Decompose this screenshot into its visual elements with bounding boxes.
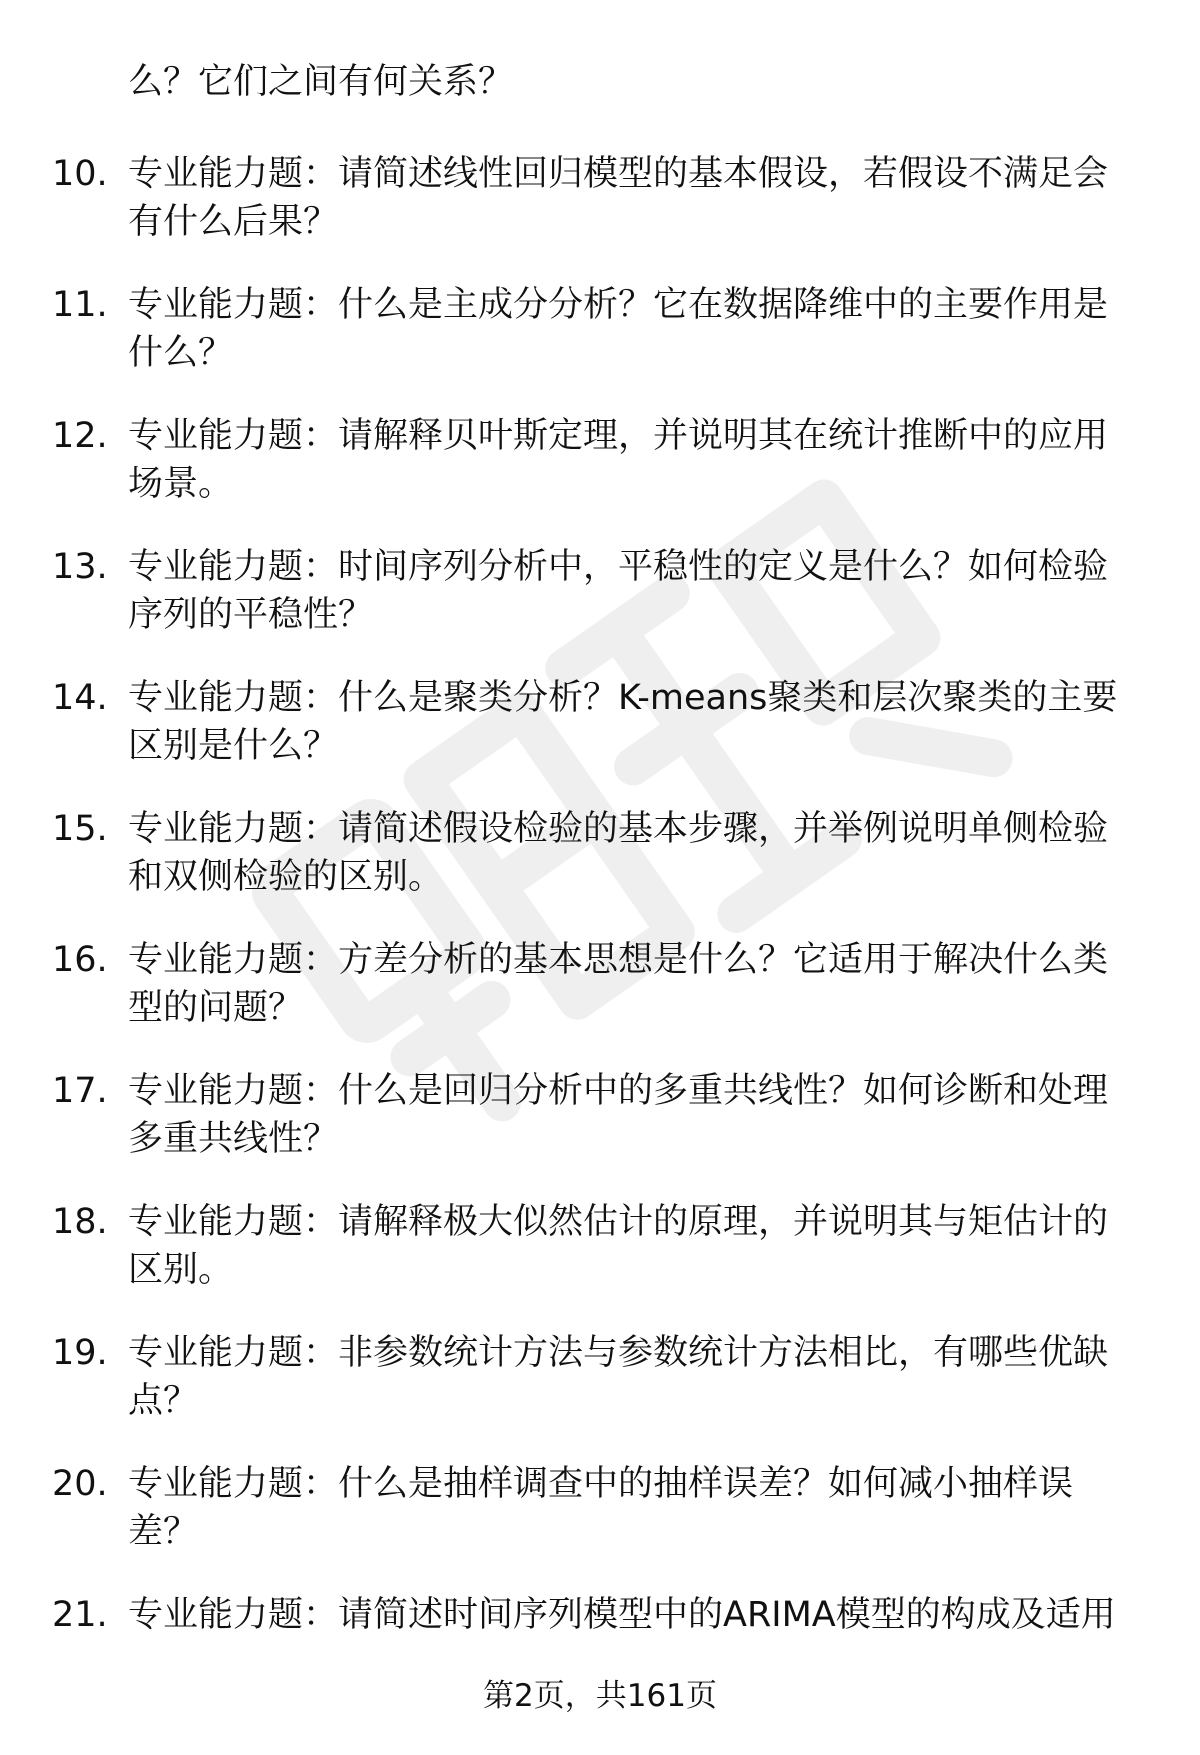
question-number: 15. bbox=[52, 809, 108, 849]
question-line: 多重共线性？ bbox=[128, 1119, 339, 1159]
question-line: 专业能力题：请简述假设检验的基本步骤，并举例说明单侧检验 bbox=[128, 809, 1109, 849]
question-item-16 bbox=[0, 936, 1200, 1067]
question-text bbox=[128, 1591, 1148, 1639]
question-number: 16. bbox=[52, 940, 108, 980]
question-line: 专业能力题：请解释极大似然估计的原理，并说明其与矩估计的 bbox=[128, 1202, 1109, 1242]
question-number: 12. bbox=[52, 416, 108, 456]
question-text bbox=[128, 936, 1148, 1032]
question-item-18 bbox=[0, 1198, 1200, 1329]
question-item-20 bbox=[0, 1460, 1200, 1591]
question-item-10 bbox=[0, 150, 1200, 281]
question-item-14 bbox=[0, 674, 1200, 805]
question-line: 型的问题？ bbox=[128, 988, 304, 1028]
question-text bbox=[128, 1198, 1148, 1294]
question-line: 差？ bbox=[128, 1512, 199, 1552]
question-line: 专业能力题：时间序列分析中，平稳性的定义是什么？如何检验 bbox=[128, 547, 1109, 587]
question-number: 17. bbox=[52, 1071, 108, 1111]
question-text bbox=[128, 674, 1148, 770]
question-item-11 bbox=[0, 281, 1200, 412]
question-line: 区别是什么？ bbox=[128, 726, 339, 766]
question-item-17 bbox=[0, 1067, 1200, 1198]
question-list bbox=[0, 150, 1200, 1722]
question-line: 什么？ bbox=[128, 333, 234, 373]
question-number: 21. bbox=[52, 1595, 108, 1635]
question-number: 14. bbox=[52, 678, 108, 718]
question-text bbox=[128, 1067, 1148, 1163]
question-item-12 bbox=[0, 412, 1200, 543]
question-line: 专业能力题：请解释贝叶斯定理，并说明其在统计推断中的应用 bbox=[128, 416, 1109, 456]
question-text bbox=[128, 1329, 1148, 1425]
continued-question-text: 么？它们之间有何关系？ bbox=[128, 62, 514, 102]
question-line: 专业能力题：非参数统计方法与参数统计方法相比，有哪些优缺 bbox=[128, 1333, 1109, 1373]
question-line: 和双侧检验的区别。 bbox=[128, 857, 444, 897]
question-text bbox=[128, 543, 1148, 639]
question-line: 有什么后果？ bbox=[128, 202, 339, 242]
question-number: 20. bbox=[52, 1464, 108, 1504]
question-number: 10. bbox=[52, 154, 108, 194]
question-number: 19. bbox=[52, 1333, 108, 1373]
question-number: 11. bbox=[52, 285, 108, 325]
question-line: 专业能力题：方差分析的基本思想是什么？它适用于解决什么类 bbox=[128, 940, 1109, 980]
question-text bbox=[128, 281, 1148, 377]
question-line: 场景。 bbox=[128, 464, 234, 504]
question-text bbox=[128, 1460, 1148, 1556]
question-line: 专业能力题：什么是主成分分析？它在数据降维中的主要作用是 bbox=[128, 285, 1109, 325]
question-item-15 bbox=[0, 805, 1200, 936]
question-text bbox=[128, 805, 1148, 901]
question-item-19 bbox=[0, 1329, 1200, 1460]
question-item-13 bbox=[0, 543, 1200, 674]
question-line: 区别。 bbox=[128, 1250, 234, 1290]
question-line: 专业能力题：什么是回归分析中的多重共线性？如何诊断和处理 bbox=[128, 1071, 1109, 1111]
question-line: 点？ bbox=[128, 1381, 199, 1421]
question-number: 18. bbox=[52, 1202, 108, 1242]
question-line: 专业能力题：什么是抽样调查中的抽样误差？如何减小抽样误 bbox=[128, 1464, 1074, 1504]
page-footer: 第2页，共161页 bbox=[483, 1678, 717, 1714]
question-line: 专业能力题：请简述线性回归模型的基本假设，若假设不满足会 bbox=[128, 154, 1109, 194]
question-line: 专业能力题：请简述时间序列模型中的ARIMA模型的构成及适用 bbox=[128, 1595, 1116, 1635]
question-line: 专业能力题：什么是聚类分析？K-means聚类和层次聚类的主要 bbox=[128, 678, 1118, 718]
question-number: 13. bbox=[52, 547, 108, 587]
question-text bbox=[128, 412, 1148, 508]
question-text bbox=[128, 150, 1148, 246]
question-line: 序列的平稳性？ bbox=[128, 595, 374, 635]
